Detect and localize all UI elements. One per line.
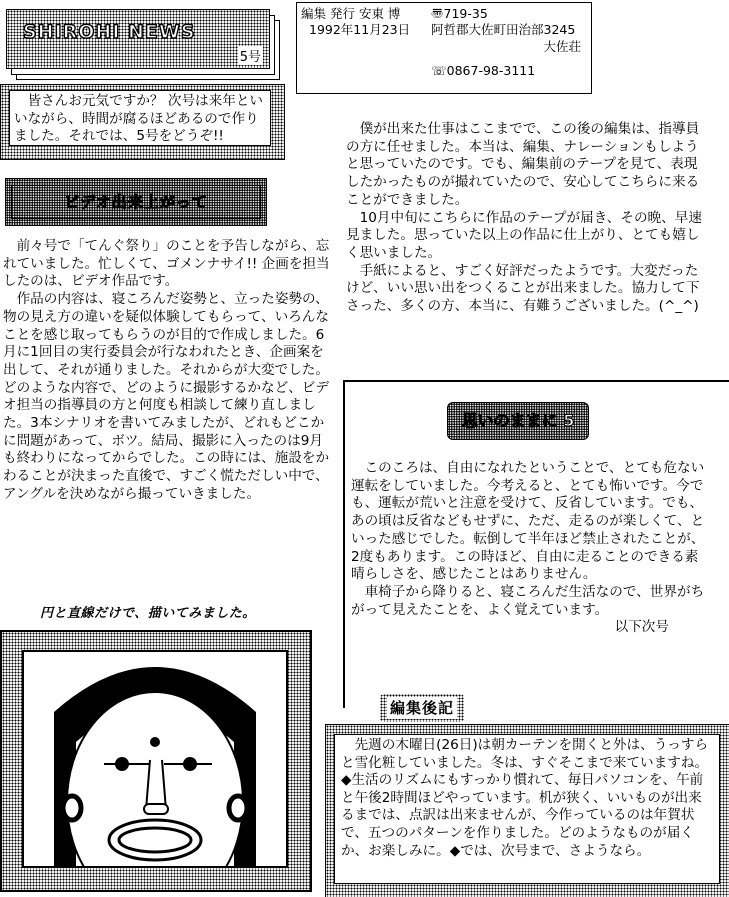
video-article-heading <box>5 178 267 226</box>
video-article-body <box>3 238 336 504</box>
video-article-title: ビデオ出来上がって <box>64 193 208 211</box>
section-divider <box>343 380 729 382</box>
video-paragraph-1: 前々号で「てんぐ祭り」のことを予告しながら、忘れていました。忙しくて、ゴメンナサイ!! 企画を担当したのは、ビデオ作品です。 <box>3 238 330 290</box>
video-continued-1: 僕が出来た仕事はここまでで、この後の編集は、指導員の方に任せました。本当は、編集、ナレーションもしようと思っていたのです。でも、編集前のテープを見て、表現したかったものが撮れていたので、安心してこちらに来ることができました。 <box>346 121 700 208</box>
video-paragraph-2: 作品の内容は、寝ころんだ姿勢と、立った姿勢の、物の見え方の違いを疑似体験してもらって、いろんなことを感じ取ってもらうのが目的で作成しました。6月に1回目の実行委員会が行なわれたとき、企画案を出して、それが通りました。それからが大変でした。どのような内容で、どのように撮影するかなど、ビデオ担当の指導員の方と何度も相談して練り直しました。3本シナリオを書いてみましたが、どれもどこかに問題があって、ボツ。結局、撮影に入ったのは9月も終わりになってからでした。この時には、施設をかわることが決まった直後で、すごく慌ただしい中で、アングルを決めながら撮っていきました。 <box>3 291 330 502</box>
face-right-earring <box>229 796 247 820</box>
publisher-info <box>296 2 592 94</box>
memory-article-body <box>351 460 709 637</box>
memory-paragraph-2: 車椅子から降りると、寝ころんだ生活なので、世界がちがって見えたことを、よく覚えています。 <box>351 583 705 618</box>
phone-number: ☏0867-98-3111 <box>431 63 536 78</box>
drawing-caption: 円と直線だけで、描いてみました。 <box>40 606 256 621</box>
greeting-text: 皆さんお元気ですか？ 次号は来年といいながら、時間が腐るほどあるので作りました。それでは、5号をどうぞ!! <box>14 93 264 145</box>
postscript-text: 先週の木曜日(26日)は朝カーテンを開くと外は、うっすらと雪化粧していました。冬は、すぐそこまで来ていますね。◆生活のリズムにもすっかり慣れて、毎日パソコンを、午前と午後2時間ほどやっています。机が狭く、いいものが出来るまでは、点訳は出来ませんが、今作っているのは年賀状で、五つのパターンを作りました。どのようなものが届くか、お楽しみに。◆では、次号まで、さようなら。 <box>341 737 709 859</box>
issue-date: 1992年11月23日 <box>309 22 411 37</box>
face-mouth-inner <box>119 828 191 852</box>
memory-article-heading <box>447 402 589 440</box>
face-left-earring <box>63 796 81 820</box>
editor-line: 編集 発行 安東 博 <box>301 6 401 21</box>
column-divider <box>343 380 345 708</box>
issue-number: 5号 <box>238 46 263 65</box>
greeting-box <box>9 90 271 146</box>
drawing-frame <box>0 630 312 892</box>
face-bindi <box>150 737 160 747</box>
video-continued-2: 10月中旬にこちらに作品のテープが届き、その晩、早速見ました。思っていた以上の作品に仕上がり、とても嬉しく思いました。 <box>346 209 702 261</box>
video-continued-3: 手紙によると、すごく好評だったようです。大変だったけど、いい思い出をつくることが出来ました。協力して下さった、多くの方、本当に、有難うございました。(^_^) <box>346 262 700 315</box>
address: 阿哲郡大佐町田治部3245 <box>431 22 576 37</box>
video-article-continued <box>346 121 703 316</box>
memory-paragraph-1: このころは、自由になれたということで、とても危ない運転をしていました。今考えると、とても怖いです。今でも、運転が荒いと注意を受けて、反省しています。でも、あの頃は反省などもせずに、ただ、走るのが楽しくて、といった感じでした。転倒して半年ほど禁止されたことが、2度もあります。この時ほど、自由に走ることのできる素晴らしさを、感じたことはありません。 <box>351 460 705 583</box>
face-drawing <box>24 652 286 866</box>
postal-code: 〠719-35 <box>431 6 488 21</box>
postscript-heading <box>380 694 464 722</box>
continued-note: 以下次号 <box>614 619 669 636</box>
postscript-box <box>334 734 720 884</box>
face-nose-tip <box>144 804 168 814</box>
newsletter-title: SHIROHI NEWS <box>23 21 196 43</box>
face-right-eye <box>183 757 197 771</box>
postscript-title: 編集後記 <box>387 697 457 719</box>
face-left-eye <box>115 757 129 771</box>
drawing-canvas <box>22 650 288 868</box>
building: 大佐荘 <box>543 39 581 54</box>
memory-article-title: 思いのままに 5 <box>461 411 575 430</box>
masthead <box>6 9 270 69</box>
